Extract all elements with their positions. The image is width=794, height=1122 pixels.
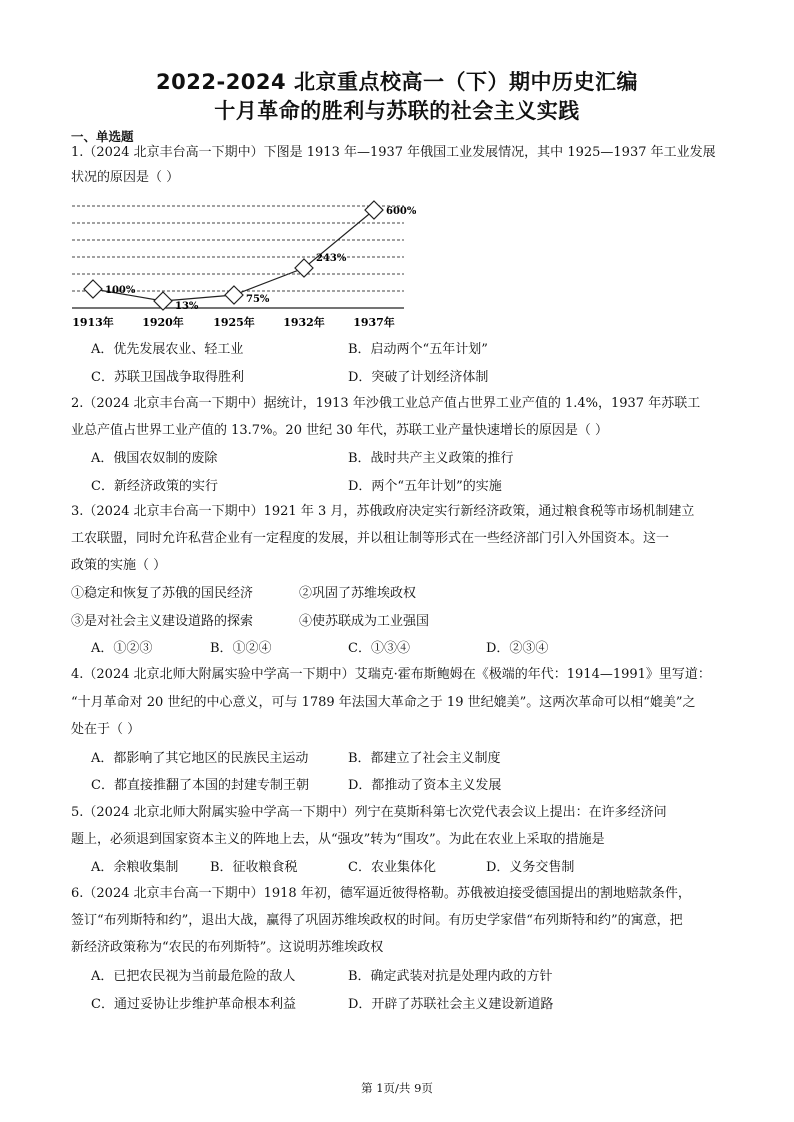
document-subtitle: 十月革命的胜利与苏联的社会主义实践: [214, 99, 580, 123]
q2-option-c: C．新经济政策的实行: [91, 479, 218, 494]
q2-option-a: A．俄国农奴制的废除: [91, 451, 218, 466]
q3-option-b: B．①②④: [210, 641, 272, 656]
q5-option-a: A．余粮收集制: [91, 860, 179, 875]
question-3-line-2: 工农联盟，同时允许私营企业有一定程度的发展，并以租让制等形式在一些经济部门引入外国资本。这一: [71, 531, 670, 546]
question-5-line-2: 题上，必须退到国家资本主义的阵地上去，从“强攻”转为“围攻”。为此在农业上采取的措施是: [71, 832, 605, 847]
q3-option-d: D．②③④: [486, 641, 549, 656]
data-label: 600%: [386, 206, 416, 217]
q3-item-2: ②巩固了苏维埃政权: [299, 586, 417, 601]
q5-option-c: C．农业集体化: [348, 860, 436, 875]
data-point-marker: [225, 286, 243, 304]
q1-option-d: D．突破了计划经济体制: [348, 370, 489, 385]
question-3-line-1: 3.（2024 北京丰台高一下期中）1921 年 3 月，苏俄政府决定实行新经济政策，通过粮食税等市场机制建立: [71, 504, 695, 519]
data-label: 13%: [175, 301, 199, 312]
question-6-line-1: 6.（2024 北京丰台高一下期中）1918 年初，德军逼近彼得格勒。苏俄被迫接受德国提出的割地赔款条件，: [71, 886, 691, 901]
question-2-line-2: 业总产值占世界工业产值的 13.7%。20 世纪 30 年代，苏联工业产量快速增长的原因是（ ）: [71, 423, 609, 438]
data-point-marker: [154, 292, 172, 310]
q1-option-b: B．启动两个“五年计划”: [348, 342, 488, 357]
q4-option-d: D．都推动了资本主义发展: [348, 778, 502, 793]
q3-item-4: ④使苏联成为工业强国: [299, 614, 430, 629]
question-6-line-2: 签订“布列斯特和约”，退出大战，赢得了巩固苏维埃政权的时间。有历史学家借“布列斯特和约”的寓意，把: [71, 913, 683, 928]
x-tick-label: 1932年: [283, 316, 325, 329]
data-label: 100%: [105, 285, 136, 296]
question-4-line-3: 处在于（ ）: [71, 722, 141, 737]
document-title: 2022-2024 北京重点校高一（下）期中历史汇编: [156, 70, 638, 94]
q1-option-a: A．优先发展农业、轻工业: [91, 342, 244, 357]
x-tick-label: 1913年: [72, 316, 114, 329]
industry-growth-chart: [66, 192, 416, 332]
question-1-line-2: 状况的原因是（ ）: [71, 170, 180, 185]
x-tick-label: 1925年: [213, 316, 255, 329]
q2-option-d: D．两个“五年计划”的实施: [348, 479, 502, 494]
q4-option-a: A．都影响了其它地区的民族民主运动: [91, 751, 309, 766]
q3-item-3: ③是对社会主义建设道路的探索: [71, 614, 254, 629]
q4-option-b: B．都建立了社会主义制度: [348, 751, 501, 766]
q1-option-c: C．苏联卫国战争取得胜利: [91, 370, 244, 385]
q2-option-b: B．战时共产主义政策的推行: [348, 451, 514, 466]
data-label: 75%: [246, 294, 270, 305]
data-label: 243%: [316, 253, 347, 264]
question-4-line-2: “十月革命对 20 世纪的中心意义，可与 1789 年法国大革命之于 19 世纪媲美”。这两次革命可以相“媲美”之: [71, 695, 696, 710]
q6-option-d: D．开辟了苏联社会主义建设新道路: [348, 997, 554, 1012]
q5-option-d: D．义务交售制: [486, 860, 575, 875]
q3-option-c: C．①③④: [348, 641, 410, 656]
q3-option-a: A．①②③: [91, 641, 153, 656]
x-tick-label: 1937年: [353, 316, 395, 329]
data-point-marker: [365, 201, 383, 219]
question-5-line-1: 5.（2024 北京北师大附属实验中学高一下期中）列宁在莫斯科第七次党代表会议上提出：在许多经济问: [71, 805, 667, 820]
q6-option-c: C．通过妥协让步维护革命根本利益: [91, 997, 296, 1012]
section-heading: 一、单选题: [71, 129, 134, 144]
chart-grid: [72, 206, 404, 291]
question-6-line-3: 新经济政策称为“农民的布列斯特”。这说明苏维埃政权: [71, 940, 384, 955]
question-4-line-1: 4.（2024 北京北师大附属实验中学高一下期中）艾瑞克·霍布斯鲍姆在《极端的年代：1914—1991》里写道：: [71, 667, 711, 682]
x-tick-label: 1920年: [142, 316, 184, 329]
q3-item-1: ①稳定和恢复了苏俄的国民经济: [71, 586, 254, 601]
question-3-line-3: 政策的实施（ ）: [71, 558, 167, 573]
question-1-line-1: 1.（2024 北京丰台高一下期中）下图是 1913 年—1937 年俄国工业发展情况，其中 1925—1937 年工业发展: [71, 145, 716, 160]
q4-option-c: C．都直接推翻了本国的封建专制王朝: [91, 778, 309, 793]
data-point-marker: [84, 280, 102, 298]
page-footer: 第 1页/共 9页: [361, 1081, 433, 1095]
q6-option-b: B．确定武装对抗是处理内政的方针: [348, 969, 553, 984]
q5-option-b: B．征收粮食税: [210, 860, 298, 875]
question-2-line-1: 2.（2024 北京丰台高一下期中）据统计，1913 年沙俄工业总产值占世界工业产值的 1.4%，1937 年苏联工: [71, 396, 701, 411]
q6-option-a: A．已把农民视为当前最危险的敌人: [91, 969, 296, 984]
